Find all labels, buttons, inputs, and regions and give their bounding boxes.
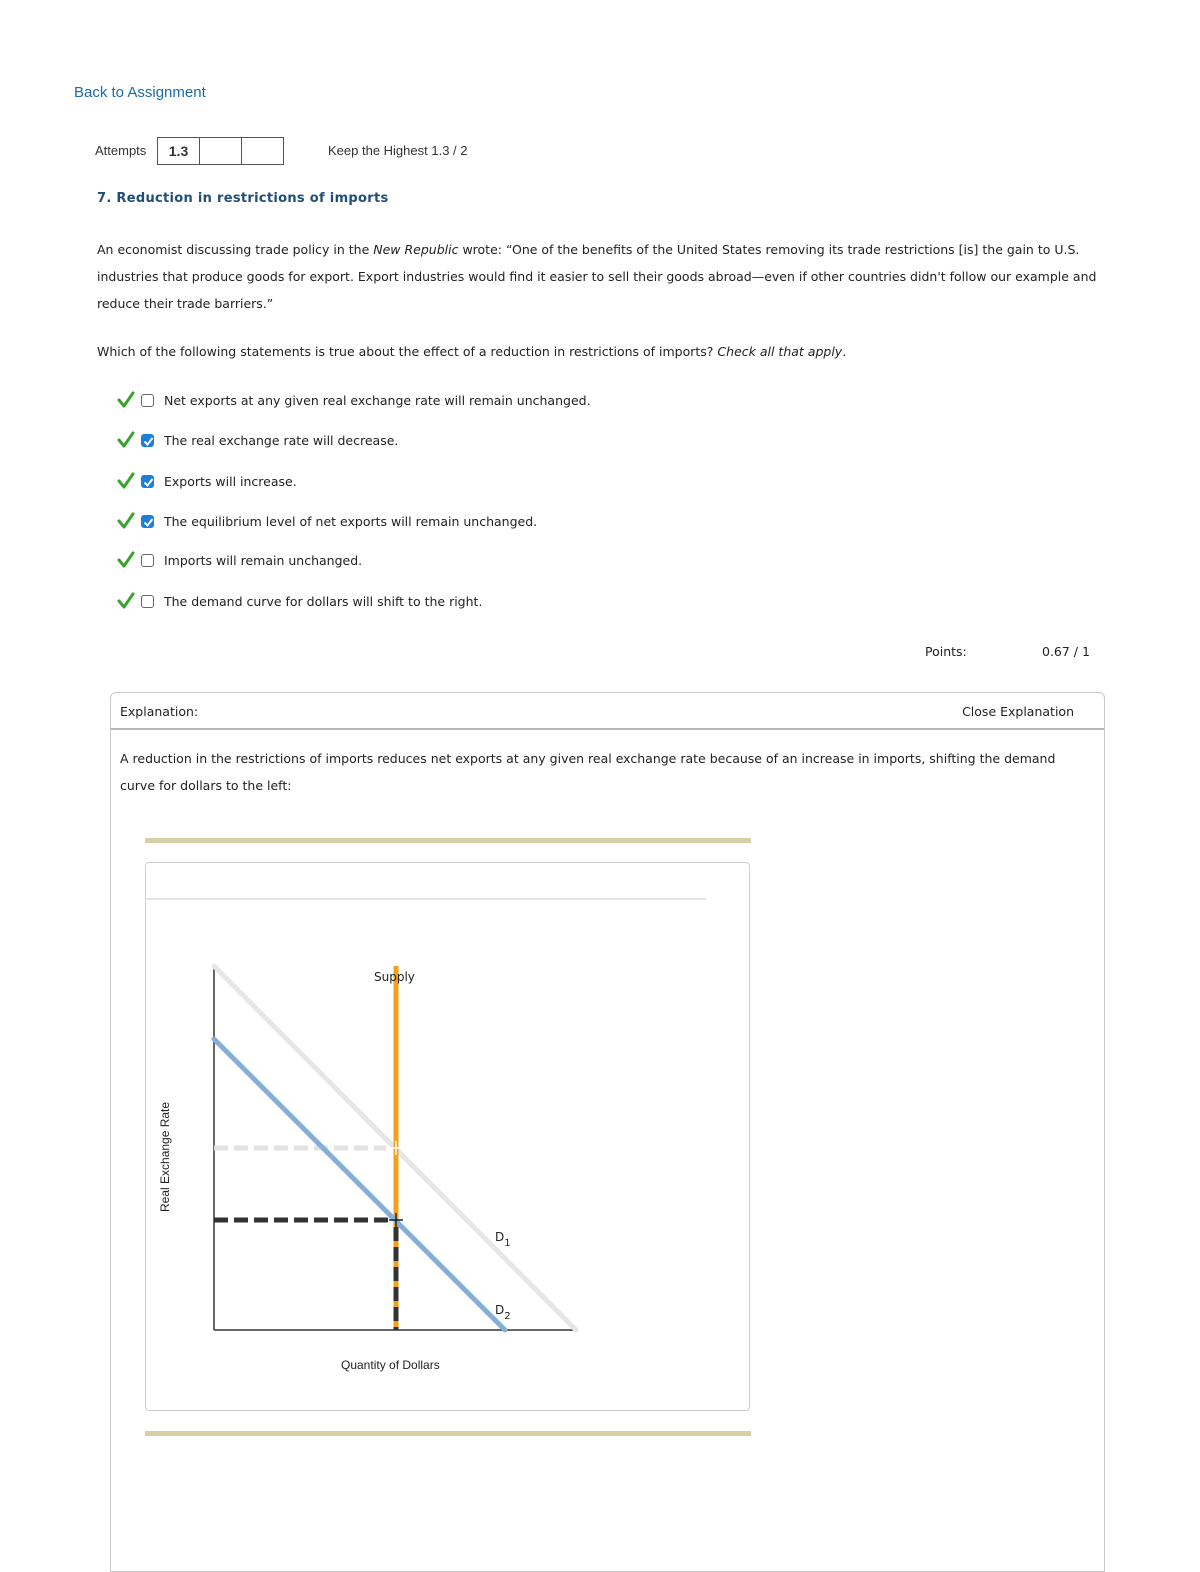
answer-option[interactable] [117,471,297,491]
points-value: 0.67 / 1 [1042,644,1090,659]
attempt-box-1: 1.3 [157,137,200,165]
answer-option-label: Imports will remain unchanged. [164,552,363,568]
graph-bottom-rule [145,1431,751,1436]
answer-checkbox[interactable] [141,515,154,528]
answer-option[interactable] [117,591,482,611]
back-to-assignment-link[interactable]: Back to Assignment [74,84,206,101]
explanation-panel [110,692,1105,1572]
answer-option[interactable] [117,550,362,570]
answer-checkbox[interactable] [141,434,154,447]
question-body: An economist discussing trade policy in the New Republic wrote: “One of the benefits of the United States removing its trade restrictions [is] the gain to U.S. industries that produce goods for export. Export industries would find it easier to sell their goods abroad—even if other countries didn't follow our example and reduce their trade barriers.” [97,242,1097,311]
correct-check-icon [117,431,137,449]
answer-option[interactable] [117,511,537,531]
answer-option-label: Net exports at any given real exchange rate will remain unchanged. [164,392,591,408]
answer-checkbox[interactable] [141,595,154,608]
attempt-box-2 [199,137,242,165]
answer-checkbox[interactable] [141,394,154,407]
answer-option-label: The demand curve for dollars will shift to the right. [164,593,483,609]
answer-checkbox[interactable] [141,475,154,488]
d1-label: $D_1$ [495,1230,511,1249]
question-prompt: Which of the following statements is true about the effect of a reduction in restrictions of imports? Check all that apply. [97,344,847,359]
explanation-text: A reduction in the restrictions of imports reduces net exports at any given real exchange rate because of an increase in imports, shifting the demand curve for dollars to the left: [120,751,1056,793]
keep-highest-score: Keep the Highest 1.3 / 2 [328,143,468,158]
points-label: Points: [925,644,967,659]
close-explanation-link[interactable]: Close Explanation [962,704,1074,719]
answer-checkbox[interactable] [141,554,154,567]
correct-check-icon [117,512,137,530]
attempts-label: Attempts [95,143,147,158]
correct-check-icon [117,592,137,610]
correct-check-icon [117,391,137,409]
explanation-title: Explanation: [120,704,199,719]
answer-option[interactable] [117,390,591,410]
d2-label: $D_2$ [495,1303,511,1322]
supply-label: Supply [374,970,415,984]
attempt-box-3 [241,137,284,165]
d2-curve [214,1039,505,1330]
checkbox-tick-icon [142,516,155,529]
correct-check-icon [117,472,137,490]
explanation-header [111,693,1104,730]
attempt-boxes [157,137,283,165]
answer-option-label: The equilibrium level of net exports will remain unchanged. [164,513,538,529]
x-axis-label: Quantity of Dollars [341,1358,440,1372]
correct-check-icon [117,551,137,569]
answer-option[interactable] [117,430,398,450]
graph-top-rule [145,838,751,843]
answer-option-label: The real exchange rate will decrease. [164,432,399,448]
graph-frame [145,862,750,1411]
y-axis-label: Real Exchange Rate [158,1101,172,1212]
answer-option-label: Exports will increase. [164,473,297,489]
checkbox-tick-icon [142,435,155,448]
demand-supply-graph [146,863,751,1412]
checkbox-tick-icon [142,476,155,489]
question-title: 7. Reduction in restrictions of imports [97,191,389,206]
